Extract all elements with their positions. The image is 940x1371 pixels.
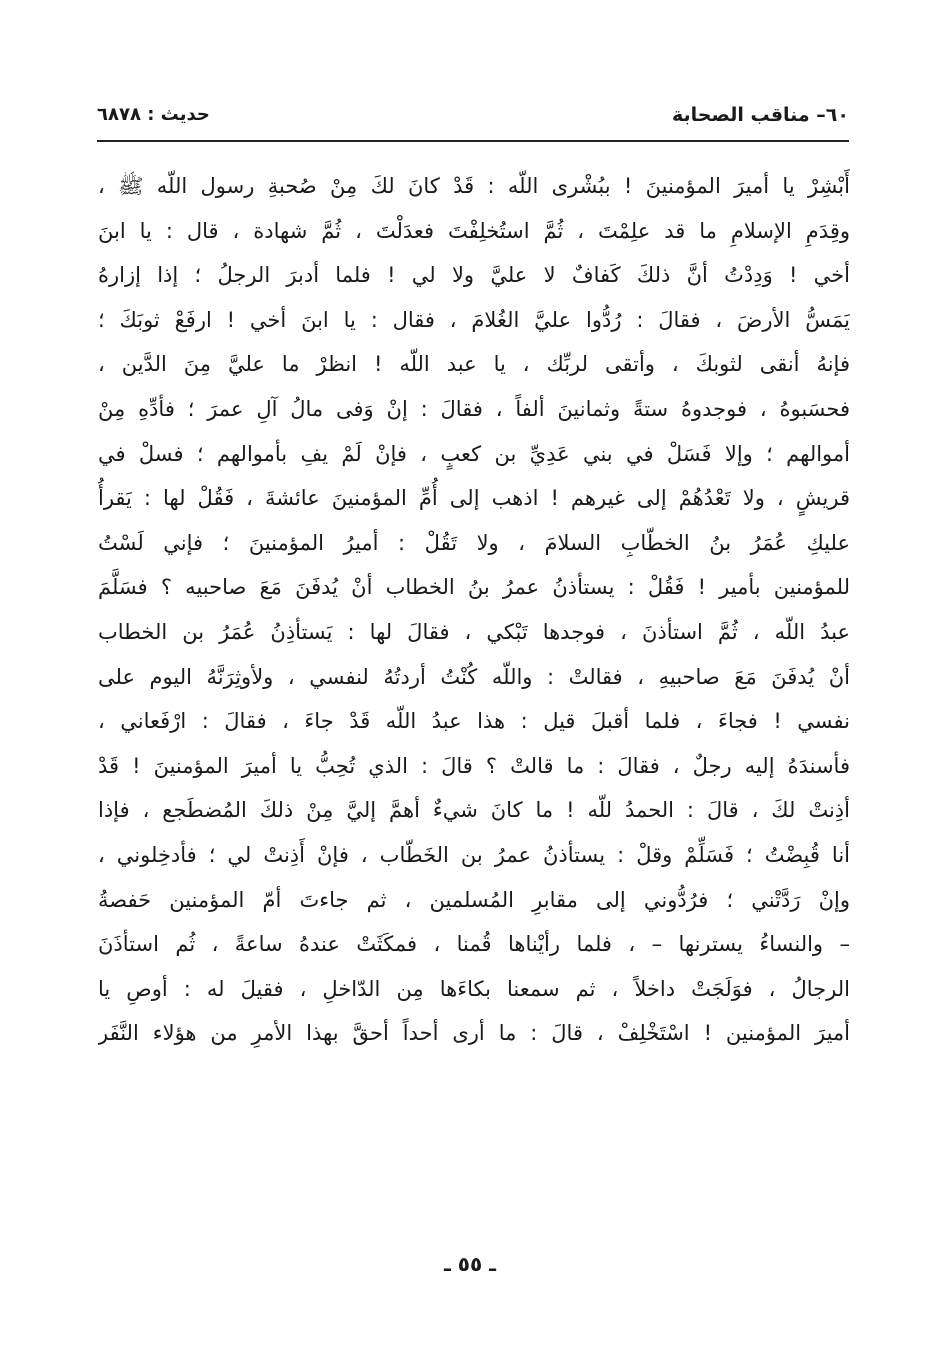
text-line: أخي ! وَدِدْتُ أنَّ ذلكَ كَفافٌ لا عليَّ ولا لي ! فلما أدبرَ الرجلُ ؛ إذا إزارهُ — [98, 263, 850, 288]
text-line: وإنْ رَدَّتْني ؛ فرُدُّوني إلى مقابرِ المُسلمين ، ثم جاءتَ أمّ المؤمنين حَفصةُ — [98, 887, 850, 912]
text-line: يَمَسُّ الأرضَ ، فقالَ : رُدُّوا عليَّ الغُلامَ ، فقال : يا ابنَ أخي ! ارفَعْ ثوبَكَ ؛ — [98, 307, 850, 332]
page-number: ـ ٥٥ ـ — [443, 1252, 497, 1276]
text-line: عليكِ عُمَرُ بنُ الخطّابِ السلامَ ، ولا تَقُلْ : أميرُ المؤمنينَ ؛ فإني لَسْتُ — [98, 530, 850, 555]
page-footer — [0, 1252, 940, 1276]
text-line: فإنهُ أنقى لثوبكَ ، وأتقى لربِّك ، يا عبد اللّه ! انظرْ ما عليَّ مِنَ الدَّين ، — [98, 352, 850, 377]
header-divider — [97, 140, 849, 142]
text-line: أميرَ المؤمنين ! اسْتَخْلِفْ ، قالَ : ما أرى أحداً أحقَّ بهذا الأمرِ من هؤلاء النَّفَر — [98, 1021, 850, 1046]
text-line: وقِدَمِ الإسلامِ ما قد علِمْتَ ، ثُمَّ استُخلِفْتَ فعدَلْتَ ، ثُمَّ شهادة ، قال : يا ابنَ — [98, 218, 850, 243]
running-header — [97, 98, 849, 138]
text-line: الرجالُ ، فوَلَجَتْ داخلاً ، ثم سمعنا بكاءَها مِن الدّاخلِ ، فقيلَ له : أوصِ يا — [98, 976, 850, 1001]
text-line: أَبْشِرْ يا أميرَ المؤمنينَ ! ببُشْرى اللّه : قَدْ كانَ لكَ مِنْ صُحبةِ رسول اللّه ﷺ ، — [98, 174, 850, 198]
text-line: – والنساءُ يسترنها – ، فلما رأيْناها قُمنا ، فمكَثَتْ عندهُ ساعةً ، ثُم استأذَنَ — [98, 932, 850, 957]
section-title: ٦٠– مناقب الصحابة — [672, 104, 849, 126]
hadith-text — [98, 164, 850, 1056]
text-line: أنا قُبِضْتُ ؛ فَسَلِّمْ وقلْ : يستأذنُ عمرُ بن الخَطّاب ، فإنْ أَذِنتْ لي ؛ فأدخِلوني ، — [98, 842, 850, 867]
hadith-reference: حديث : ٦٨٧٨ — [97, 104, 210, 125]
text-line: فأسندَهُ إليه رجلٌ ، فقالَ : ما قالتْ ؟ قالَ : الذي تُحِبُّ يا أميرَ المؤمنينَ ! قَدْ — [98, 753, 850, 778]
text-line: عبدُ اللّه ، ثُمَّ استأذنَ ، فوجدها تَبْكي ، فقالَ لها : يَستأذِنُ عُمَرُ بن الخطاب — [98, 619, 850, 644]
text-line: نفسي ! فجاءَ ، فلما أقبلَ قيل : هذا عبدُ اللّه قَدْ جاءَ ، فقالَ : ارْفَعاني ، — [98, 709, 850, 734]
text-line: أذِنتْ لكَ ، قالَ : الحمدُ للّه ! ما كانَ شيءٌ أهمَّ إليَّ مِنْ ذلكَ المُضطَجع ، فإذا — [98, 798, 850, 823]
text-line: فحسَبوهُ ، فوجدوهُ ستةً وثمانينَ ألفاً ، فقالَ : إنْ وَفى مالُ آلِ عمرَ ؛ فأدِّهِ مِنْ — [98, 396, 850, 421]
text-line: للمؤمنين بأمير ! فَقُلْ : يستأذنُ عمرُ بنُ الخطاب أنْ يُدفَنَ مَعَ صاحبيه ؟ فسَلَّمَ — [98, 575, 850, 600]
text-line: أموالهم ؛ وإلا فَسَلْ في بني عَدِيِّ بن كعبٍ ، فإنْ لَمْ يفِ بأموالهم ؛ فسلْ في — [98, 441, 850, 466]
text-line: قريشٍ ، ولا تَعْدُهُمْ إلى غيرهم ! اذهب إلى أُمِّ المؤمنينَ عائشةَ ، فَقُلْ لها : يَقرأُ — [98, 486, 850, 511]
text-line: أنْ يُدفَنَ مَعَ صاحبيهِ ، فقالتْ : واللّه كُنْتُ أردتُهُ لنفسي ، ولأوثِرَنَّهُ اليوم على — [98, 664, 850, 689]
